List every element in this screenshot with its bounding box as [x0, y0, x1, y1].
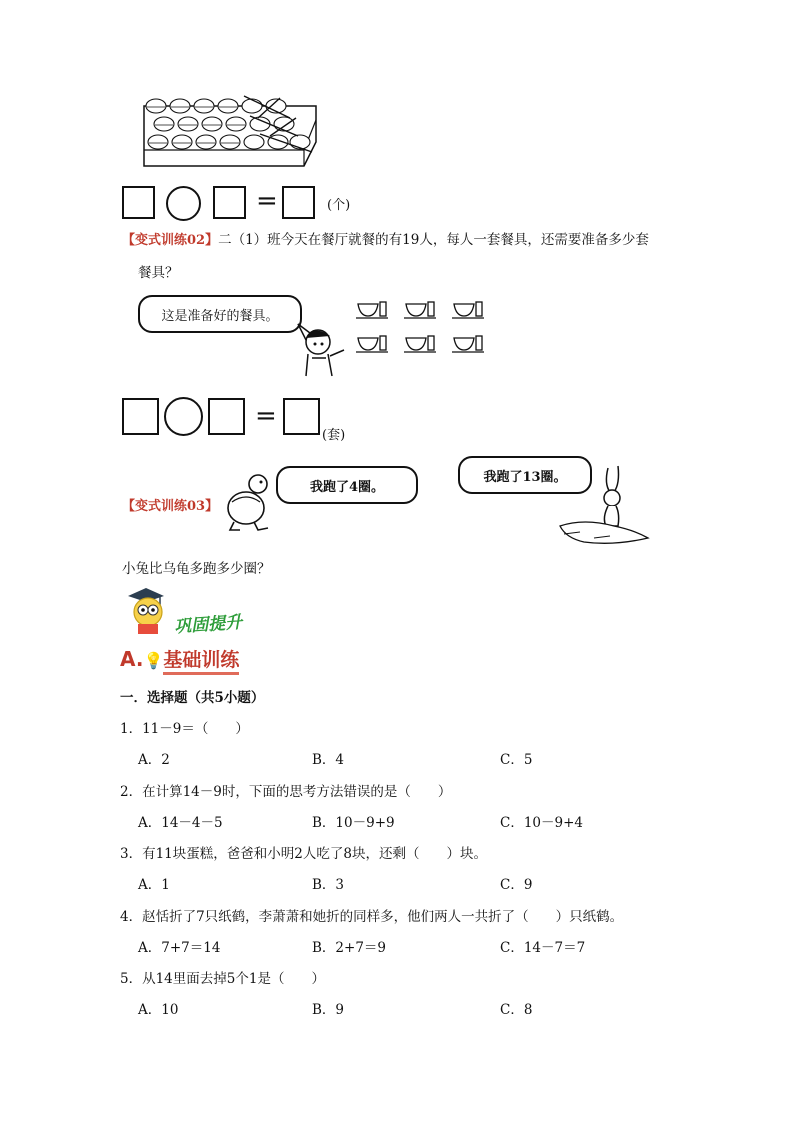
unit-ge: (个) — [327, 198, 351, 213]
question-3-option-a[interactable]: A．1 — [138, 877, 170, 893]
question-1-option-a[interactable]: A．2 — [138, 752, 170, 768]
variant02-text: 二（1）班今天在餐厅就餐的有19人，每人一套餐具，还需要准备多少套 — [218, 232, 649, 248]
question-1-option-c[interactable]: C．5 — [500, 752, 533, 768]
boy-illustration — [292, 318, 352, 378]
variant02-line1 — [122, 228, 649, 248]
question-2-option-a[interactable]: A．14－4－5 — [138, 815, 223, 831]
question-2-option-b[interactable]: B．10－9+9 — [312, 815, 395, 831]
variant02-line2: 餐具？ — [138, 265, 179, 281]
question-5-option-b[interactable]: B．9 — [312, 1002, 345, 1018]
speech-bubble-tableware — [138, 295, 302, 333]
mascot-icon — [124, 586, 174, 636]
question-3-stem: 3．有11块蛋糕，爸爸和小明2人吃了8块，还剩（ ）块。 — [120, 846, 487, 862]
rabbit-speech-text: 我跑了13圈。 — [483, 469, 567, 485]
variant02-label: 【变式训练02】 — [122, 233, 219, 248]
turtle-illustration — [218, 468, 284, 534]
question-4-option-a[interactable]: A．7+7＝14 — [138, 940, 221, 956]
question-5-option-c[interactable]: C．8 — [500, 1002, 533, 1018]
question-3-option-b[interactable]: B．3 — [312, 877, 345, 893]
operator-circle-1[interactable] — [166, 186, 201, 221]
answer-box-2[interactable] — [213, 186, 246, 219]
equals-sign: = — [256, 186, 278, 216]
sectionA-heading — [120, 645, 239, 672]
rabbit-illustration — [554, 464, 654, 548]
sectionA-prefix: A. — [120, 647, 144, 671]
question-2-stem: 2．在计算14－9时，下面的思考方法错误的是（ ） — [120, 784, 452, 800]
question-2-option-c[interactable]: C．10－9+4 — [500, 815, 583, 831]
variant03-label: 【变式训练03】 — [122, 499, 219, 514]
answer-box-4[interactable] — [122, 398, 159, 435]
question-1-stem: 1．11－9＝（ ） — [120, 721, 249, 737]
speech-text: 这是准备好的餐具。 — [161, 308, 279, 324]
variant03-question: 小兔比乌龟多跑多少圈？ — [122, 561, 271, 577]
question-5-stem: 5．从14里面去掉5个1是（ ） — [120, 971, 325, 987]
question-4-stem: 4．赵恬折了7只纸鹤，李萧萧和她折的同样多，他们两人一共折了（ ）只纸鹤。 — [120, 909, 624, 925]
question-3-option-c[interactable]: C．9 — [500, 877, 533, 893]
question-4-option-c[interactable]: C．14－7＝7 — [500, 940, 586, 956]
question-5-option-a[interactable]: A．10 — [138, 1002, 179, 1018]
question-1-option-b[interactable]: B．4 — [312, 752, 345, 768]
answer-box-6[interactable] — [283, 398, 320, 435]
turtle-speech-text: 我跑了4圈。 — [309, 479, 385, 495]
burger-tray-illustration — [140, 94, 320, 172]
question-4-option-b[interactable]: B．2+7＝9 — [312, 940, 386, 956]
turtle-speech-bubble — [276, 466, 418, 504]
operator-circle-2[interactable] — [164, 397, 203, 436]
unit-tao: (套) — [322, 428, 346, 443]
answer-box-5[interactable] — [208, 398, 245, 435]
bulb-icon: 💡 — [143, 651, 164, 670]
consolidate-title: 巩固提升 — [173, 612, 243, 638]
sectionA-title: 基础训练 — [163, 649, 239, 675]
equals-sign-2: = — [255, 401, 277, 431]
answer-box-1[interactable] — [122, 186, 155, 219]
part1-heading: 一．选择题（共5小题） — [120, 690, 265, 706]
answer-box-3[interactable] — [282, 186, 315, 219]
tableware-sets-illustration — [354, 298, 494, 360]
